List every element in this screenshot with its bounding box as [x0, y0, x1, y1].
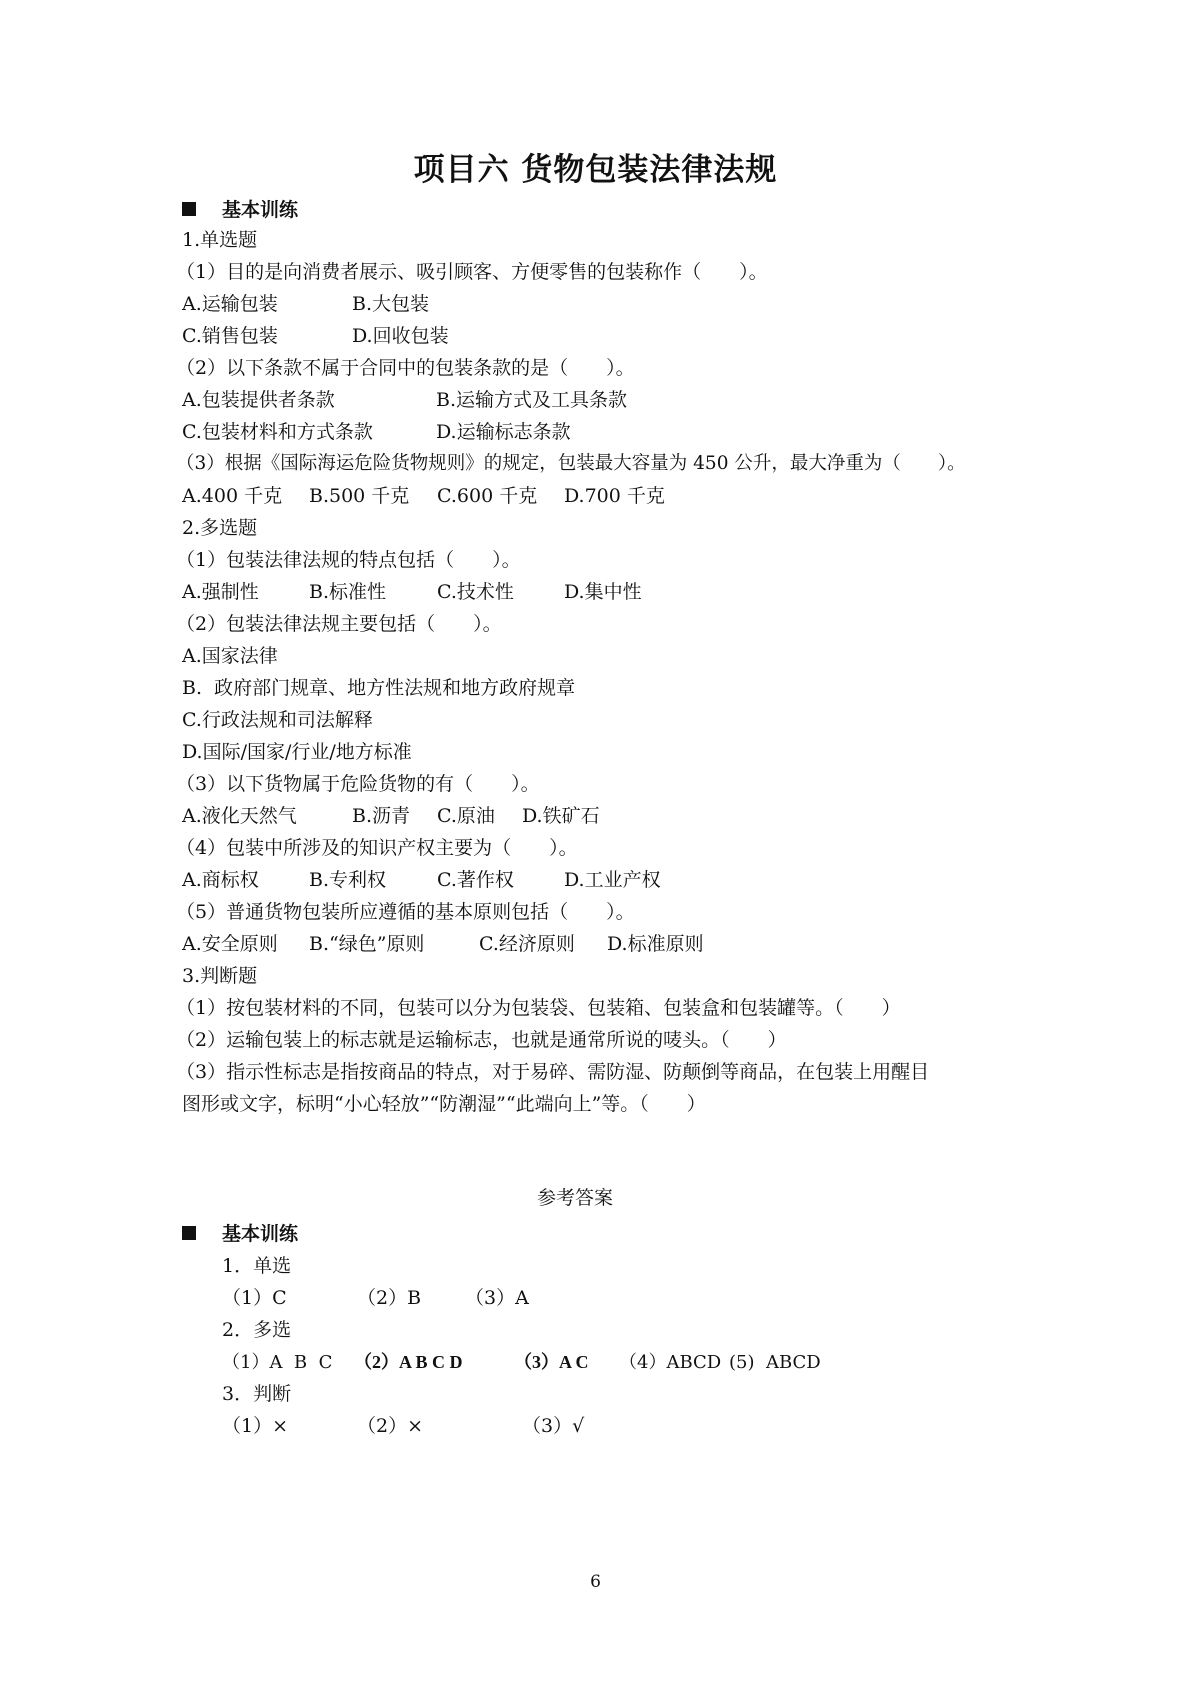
statement-continued: 图形或文字，标明“小心轻放”“防潮湿”“此端向上”等。（ ）: [182, 1093, 706, 1115]
question-stem: （1）包装法律法规的特点包括（ ）。: [176, 549, 521, 571]
option: C.原油: [437, 805, 495, 827]
option: A.强制性: [182, 581, 259, 603]
option: D.700 千克: [564, 485, 665, 507]
question-stem: （2）以下条款不属于合同中的包装条款的是（ ）。: [176, 357, 635, 379]
option: B.运输方式及工具条款: [436, 389, 628, 411]
option: B. 政府部门规章、地方性法规和地方政府规章: [182, 677, 576, 699]
option: C.技术性: [437, 581, 514, 603]
option: B.沥青: [352, 805, 411, 827]
option-row: [182, 928, 704, 960]
question-stem: （1）目的是向消费者展示、吸引顾客、方便零售的包装称作（ ）。: [176, 261, 768, 283]
question-stem: （5）普通货物包装所应遵循的基本原则包括（ ）。: [176, 901, 635, 923]
option: D.标准原则: [607, 933, 704, 955]
answers-multi-label: 2．多选: [222, 1319, 292, 1341]
option: D.工业产权: [564, 869, 661, 891]
option-row: [182, 800, 600, 832]
answer: （3）√: [522, 1415, 585, 1437]
option-row: [182, 416, 571, 448]
option: A.安全原则: [182, 933, 278, 955]
question-stem: （2）包装法律法规主要包括（ ）。: [176, 613, 502, 635]
option-row: [182, 288, 429, 320]
true-false-heading: 3.判断题: [182, 965, 258, 987]
answer: （2）×: [357, 1415, 424, 1437]
option-row: [182, 576, 642, 608]
statement: （3）指示性标志是指按商品的特点，对于易碎、需防湿、防颠倒等商品，在包装上用醒目: [176, 1061, 930, 1083]
option: B.专利权: [309, 869, 387, 891]
option: C.600 千克: [437, 485, 538, 507]
answer: （1）×: [222, 1415, 289, 1437]
option: A.液化天然气: [182, 805, 297, 827]
answer: (5) ABCD: [729, 1352, 821, 1373]
black-square-bullet-icon: [182, 1226, 196, 1240]
answers-title: 参考答案: [536, 1187, 613, 1209]
page-title: 项目六 货物包装法律法规: [413, 152, 778, 188]
answers-multi-row: [222, 1346, 821, 1378]
option-row: [182, 384, 627, 416]
answers-tf-row: [222, 1410, 584, 1442]
answer: （3）A: [465, 1287, 529, 1309]
option: A.400 千克: [182, 485, 283, 507]
option: B.标准性: [309, 581, 387, 603]
answer: （1）A B C: [222, 1352, 333, 1373]
answers-tf-label: 3．判断: [222, 1383, 292, 1405]
option: B.“绿色”原则: [309, 933, 425, 955]
section-heading-label: 基本训练: [222, 199, 299, 221]
option: A.国家法律: [182, 645, 278, 667]
multi-choice-heading: 2.多选题: [182, 517, 258, 539]
section-heading-label: 基本训练: [222, 1223, 299, 1245]
question-stem: （4）包装中所涉及的知识产权主要为（ ）。: [176, 837, 578, 859]
black-square-bullet-icon: [182, 202, 196, 216]
option: D.铁矿石: [522, 805, 600, 827]
question-stem: （3）以下货物属于危险货物的有（ ）。: [176, 773, 540, 795]
option: C.经济原则: [479, 933, 575, 955]
option: C.包装材料和方式条款: [182, 421, 373, 443]
option-row: [182, 480, 665, 512]
option-row: [182, 320, 449, 352]
option: D.运输标志条款: [436, 421, 571, 443]
statement: （2）运输包装上的标志就是运输标志，也就是通常所说的唛头。（ ）: [176, 1029, 787, 1051]
option: B.500 千克: [309, 485, 410, 507]
single-choice-heading: 1.单选题: [182, 229, 258, 251]
question-stem: （3）根据《国际海运危险货物规则》的规定，包装最大容量为 450 公升，最大净重为（ ）。: [176, 453, 966, 474]
option: C.销售包装: [182, 325, 278, 347]
answer: （4）ABCD: [619, 1352, 722, 1373]
answer: （3）A C: [514, 1352, 589, 1372]
section-heading-basic-training: [182, 194, 298, 226]
option: D.国际/国家/行业/地方标准: [182, 741, 412, 763]
option: C.行政法规和司法解释: [182, 709, 373, 731]
page-number: 6: [590, 1572, 601, 1592]
option: A.包装提供者条款: [182, 389, 335, 411]
answers-section-heading: [182, 1218, 298, 1250]
answer: （2）B: [357, 1287, 422, 1309]
answer: （2）A B C D: [354, 1352, 463, 1372]
statement: （1）按包装材料的不同，包装可以分为包装袋、包装箱、包装盒和包装罐等。（ ）: [176, 997, 901, 1019]
option: D.回收包装: [352, 325, 449, 347]
option: C.著作权: [437, 869, 514, 891]
option-row: [182, 864, 661, 896]
answers-single-row: [222, 1282, 529, 1314]
option: B.大包装: [352, 293, 430, 315]
answer: （1）C: [222, 1287, 287, 1309]
option: A.运输包装: [182, 293, 278, 315]
answers-single-label: 1．单选: [222, 1255, 292, 1277]
option: A.商标权: [182, 869, 259, 891]
option: D.集中性: [564, 581, 642, 603]
